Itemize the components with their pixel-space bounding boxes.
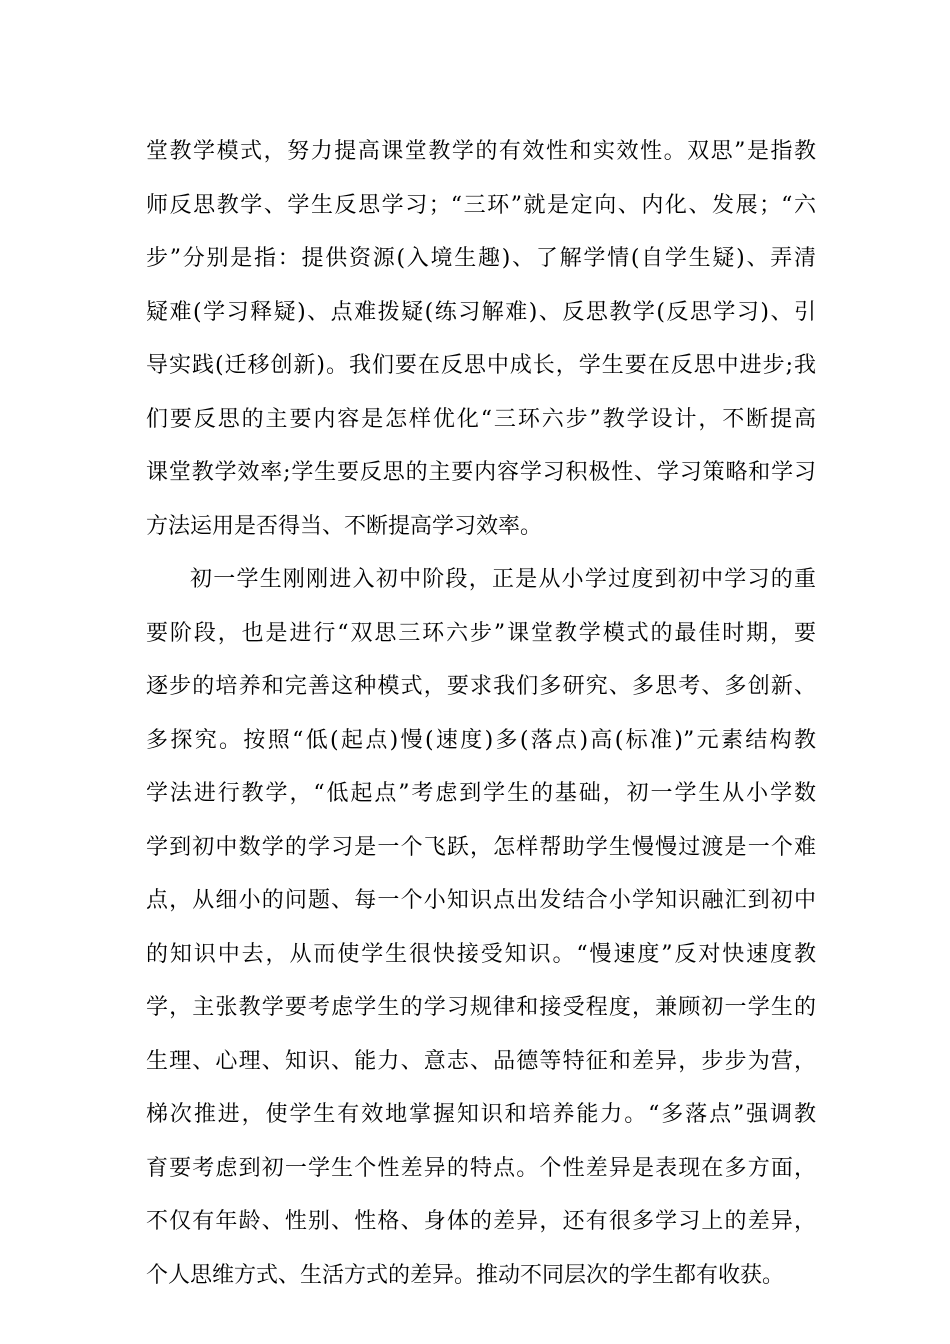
text-line: 育要考虑到初一学生个性差异的特点。个性差异是表现在多方面，	[146, 1155, 816, 1181]
text-line: 师反思教学、学生反思学习；“三环”就是定向、内化、发展；“六	[146, 192, 816, 218]
text-line: 逐步的培养和完善这种模式，要求我们多研究、多思考、多创新、	[146, 674, 816, 699]
text-line: 学，主张教学要考虑学生的学习规律和接受程度，兼顾初一学生的	[146, 995, 816, 1020]
text-line: 初一学生刚刚进入初中阶段，正是从小学过度到初中学习的重	[190, 567, 816, 592]
text-line: 堂教学模式，努力提高课堂教学的有效性和实效性。双思”是指教	[146, 139, 816, 164]
text-line: 课堂教学效率;学生要反思的主要内容学习积极性、学习策略和学习	[146, 460, 816, 485]
text-line: 学到初中数学的学习是一个飞跃，怎样帮助学生慢慢过渡是一个难	[146, 834, 816, 860]
text-line: 导实践(迁移创新)。我们要在反思中成长，学生要在反思中进步;我	[146, 353, 816, 378]
text-line: 们要反思的主要内容是怎样优化“三环六步”教学设计，不断提高	[146, 406, 816, 432]
text-line: 点，从细小的问题、每一个小知识点出发结合小学知识融汇到初中	[146, 888, 816, 913]
text-line: 步”分别是指：提供资源(入境生趣)、了解学情(自学生疑)、弄清	[146, 246, 816, 271]
text-line: 多探究。按照“低(起点)慢(速度)多(落点)高(标准)”元素结构教	[146, 727, 816, 753]
text-line: 个人思维方式、生活方式的差异。推动不同层次的学生都有收获。	[146, 1262, 785, 1288]
text-line: 学法进行教学，“低起点”考虑到学生的基础，初一学生从小学数	[146, 781, 816, 806]
body-text	[146, 125, 816, 1302]
text-line: 生理、心理、知识、能力、意志、品德等特征和差异，步步为营，	[146, 1048, 816, 1074]
text-line: 不仅有年龄、性别、性格、身体的差异，还有很多学习上的差异，	[146, 1209, 816, 1234]
text-line: 梯次推进，使学生有效地掌握知识和培养能力。“多落点”强调教	[146, 1102, 816, 1127]
text-line: 要阶段，也是进行“双思三环六步”课堂教学模式的最佳时期，要	[146, 620, 816, 646]
text-line: 疑难(学习释疑)、点难拨疑(练习解难)、反思教学(反思学习)、引	[146, 299, 816, 325]
text-line: 的知识中去，从而使学生很快接受知识。“慢速度”反对快速度教	[146, 941, 816, 967]
text-line: 方法运用是否得当、不断提高学习效率。	[146, 513, 543, 539]
